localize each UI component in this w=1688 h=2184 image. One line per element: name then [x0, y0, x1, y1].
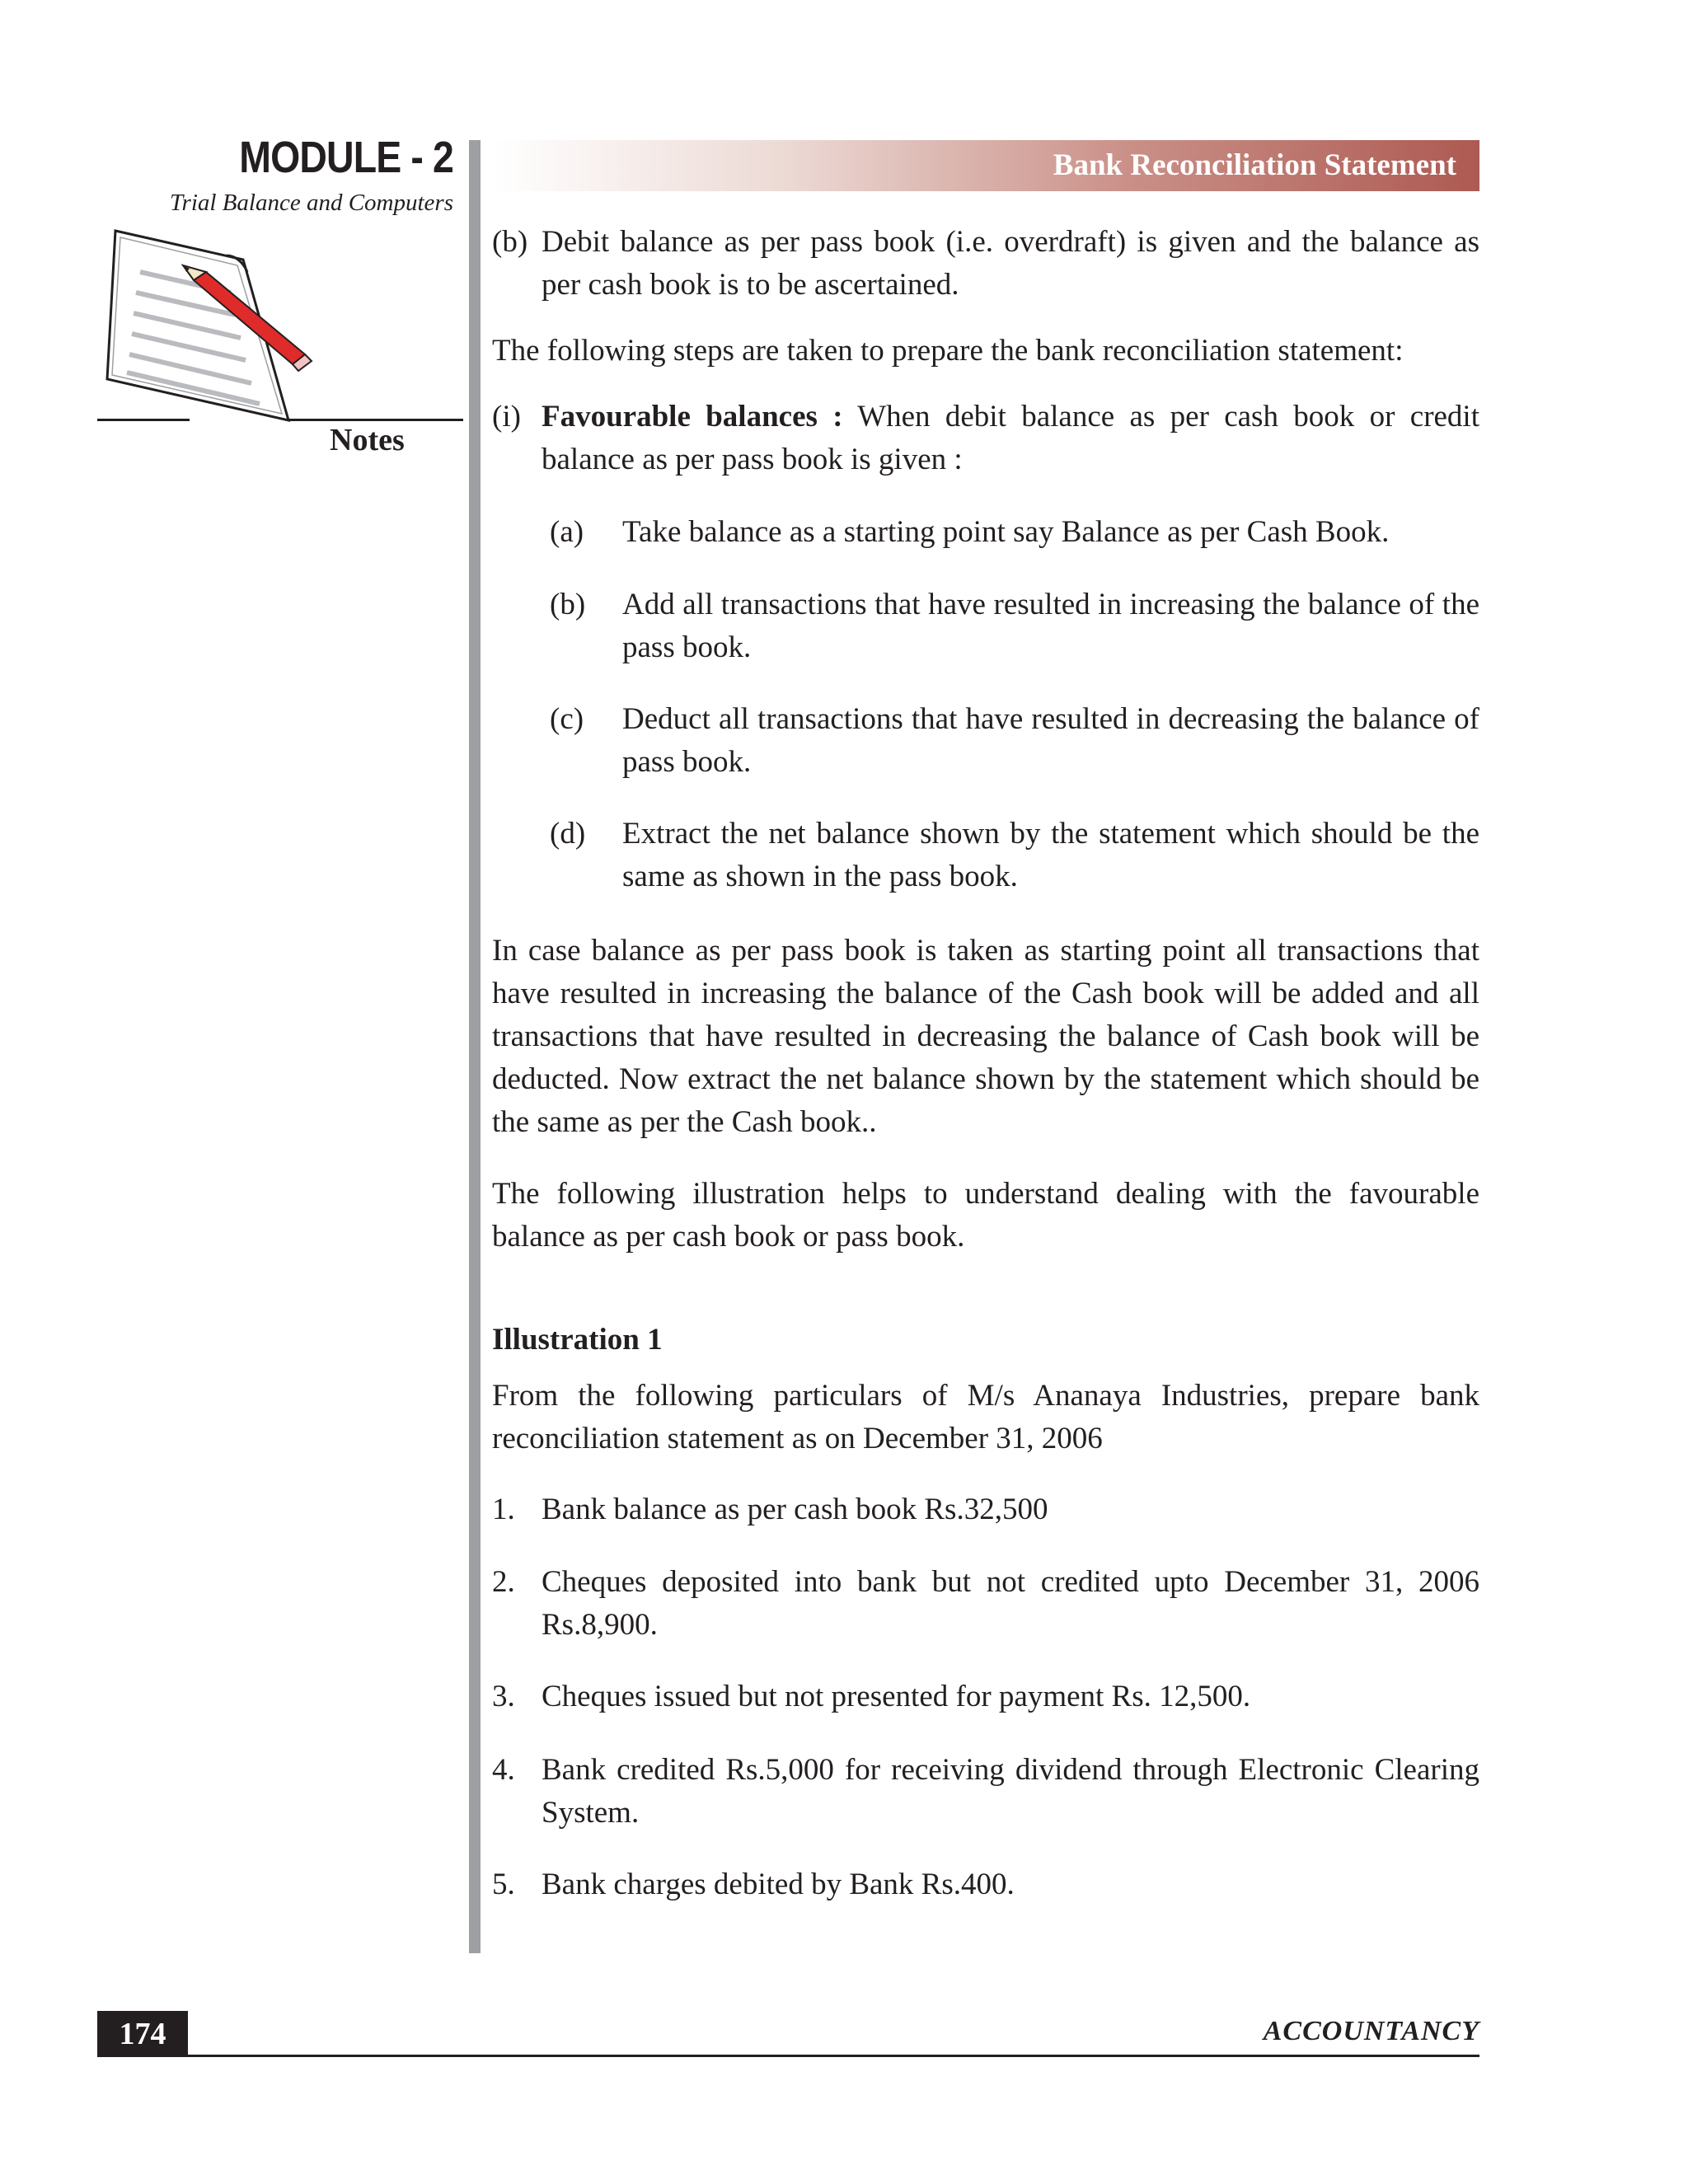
- list-marker: 4.: [492, 1753, 515, 1787]
- notes-label: Notes: [330, 423, 405, 457]
- illustration-item-3: [492, 1675, 1479, 1718]
- module-subtitle: Trial Balance and Computers: [170, 190, 453, 216]
- list-marker: (i): [492, 400, 521, 434]
- intro-item-text: Debit balance as per pass book (i.e. overdraft) is given and the balance as per cash book is to be ascertained.: [542, 225, 1479, 302]
- favourable-heading: Favourable balances :: [542, 400, 843, 434]
- pass-book-case-paragraph: In case balance as per pass book is taken as starting point all transactions that have resulted in increasing the balance of the Cash book will be added and all transactions that have resulted in decreasing the balance of Cash book will be deducted. Now extract the net balance shown by the statement which should be the same as per the Cash book..: [492, 934, 1479, 1139]
- list-marker: 1.: [492, 1493, 515, 1526]
- illustration-item-text: Bank credited Rs.5,000 for receiving dividend through Electronic Clearing System.: [542, 1753, 1479, 1830]
- list-marker: 2.: [492, 1565, 515, 1599]
- illustration-intro-paragraph: The following illustration helps to understand dealing with the favourable balance as per cash book or pass book.: [492, 1177, 1479, 1254]
- illustration-item-1: [492, 1488, 1479, 1531]
- sub-step-text: Extract the net balance shown by the statement which should be the same as shown in the pass book.: [622, 817, 1479, 893]
- sub-step-text: Take balance as a starting point say Balance as per Cash Book.: [622, 515, 1390, 549]
- intro-item-b: [492, 221, 1479, 307]
- illustration-item-text: Bank balance as per cash book Rs.32,500: [542, 1493, 1048, 1526]
- notes-rule-left: [97, 419, 190, 421]
- list-marker: (b): [550, 588, 586, 621]
- favourable-balances-item: [492, 396, 1479, 481]
- illustration-title: Illustration 1: [492, 1323, 663, 1357]
- sub-step-b: [550, 583, 1479, 669]
- list-marker: (c): [550, 702, 584, 736]
- chapter-header-bar: [492, 140, 1479, 191]
- illustration-item-text: Cheques issued but not presented for payment Rs. 12,500.: [542, 1680, 1251, 1713]
- sub-step-a: [550, 511, 1479, 554]
- margin-divider: [469, 140, 481, 1953]
- illustration-item-text: Cheques deposited into bank but not credited upto December 31, 2006 Rs.8,900.: [542, 1565, 1479, 1642]
- notes-rule-right: [288, 419, 463, 421]
- list-marker: 3.: [492, 1680, 515, 1713]
- sub-step-text: Deduct all transactions that have resulted in decreasing the balance of pass book.: [622, 702, 1479, 779]
- favourable-text: When debit balance as per cash book or credit balance as per pass book is given :: [542, 400, 1479, 476]
- illustration-question: From the following particulars of M/s Ananaya Industries, prepare bank reconciliation statement as on December 31, 2006: [492, 1379, 1479, 1455]
- steps-intro: The following steps are taken to prepare the bank reconciliation statement:: [492, 334, 1404, 368]
- illustration-item-5: [492, 1863, 1479, 1906]
- illustration-item-4: [492, 1749, 1479, 1835]
- sub-step-d: [550, 813, 1479, 898]
- chapter-title: Bank Reconciliation Statement: [1053, 148, 1456, 182]
- page-number: 174: [97, 2011, 188, 2057]
- list-marker: (d): [550, 817, 586, 851]
- illustration-item-2: [492, 1561, 1479, 1647]
- list-marker: (a): [550, 515, 584, 549]
- footer-book-title: ACCOUNTANCY: [1263, 2016, 1479, 2046]
- sub-step-c: [550, 698, 1479, 784]
- module-title: MODULE - 2: [239, 133, 453, 182]
- sub-step-text: Add all transactions that have resulted in increasing the balance of the pass book.: [622, 588, 1479, 664]
- illustration-item-text: Bank charges debited by Bank Rs.400.: [542, 1868, 1015, 1901]
- list-marker: (b): [492, 225, 528, 259]
- footer-rule: [97, 2055, 1479, 2057]
- list-marker: 5.: [492, 1868, 515, 1901]
